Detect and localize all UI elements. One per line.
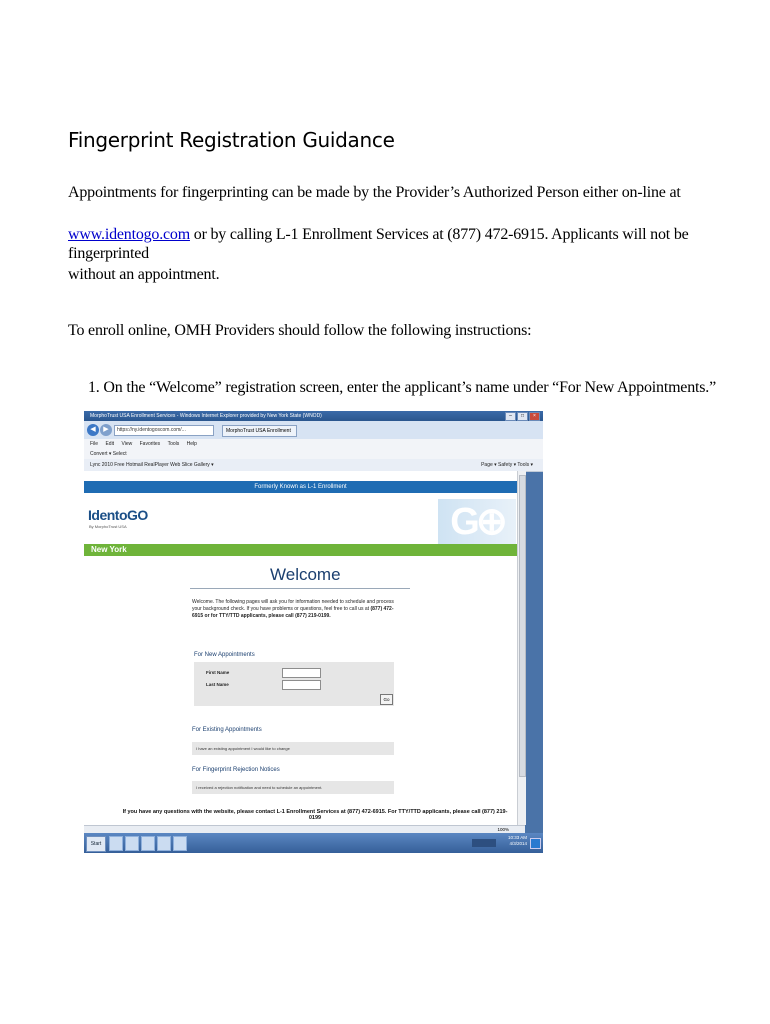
menu-view[interactable]: View: [121, 441, 133, 447]
menu-edit[interactable]: Edit: [105, 441, 115, 447]
window-titlebar: [84, 411, 543, 421]
intro-phone: (877) 472-6915 or for TTY/TTD applicants, please call (877) 219-0199.: [192, 606, 394, 619]
clock-time: 10:33 AM: [507, 835, 527, 840]
start-button[interactable]: Start: [86, 836, 106, 852]
clock-date: 4/3/2014: [509, 841, 527, 846]
taskbar: [84, 833, 543, 853]
app2-taskbar-icon[interactable]: [157, 836, 171, 851]
last-name-label: Last Name: [206, 682, 229, 687]
new-appointment-form: [194, 662, 394, 706]
rejection-notices-heading: For Fingerprint Rejection Notices: [192, 767, 280, 773]
go-button[interactable]: Go: [380, 694, 393, 705]
embedded-screenshot: [84, 411, 543, 853]
vertical-scrollbar[interactable]: [517, 471, 526, 825]
menu-tools[interactable]: Tools: [167, 441, 180, 447]
identogo-link[interactable]: www.identogo.com: [68, 226, 190, 243]
logo-subtitle: By MorphoTrust USA: [89, 524, 127, 529]
scrollbar-thumb[interactable]: [519, 475, 526, 777]
close-icon[interactable]: ×: [529, 412, 540, 421]
rejection-notice-link[interactable]: I received a rejection notification and need to schedule an appointment.: [192, 781, 394, 794]
minimize-icon[interactable]: –: [505, 412, 516, 421]
window-controls: [505, 412, 540, 421]
menu-bar: [84, 439, 543, 449]
go-logo-graphic: G⊕: [438, 499, 516, 545]
intro-text: Welcome. The following pages will ask you for information needed to schedule and process your background check. If you have problems or questions, feel free to call us at: [192, 599, 394, 612]
app-taskbar-icon[interactable]: [141, 836, 155, 851]
command-bar[interactable]: Page ▾ Safety ▾ Tools ▾: [481, 462, 533, 468]
tray-icons[interactable]: [472, 839, 496, 847]
new-appointments-heading: For New Appointments: [194, 652, 255, 658]
maximize-icon[interactable]: □: [517, 412, 528, 421]
word-taskbar-icon[interactable]: [173, 836, 187, 851]
window-title: MorphoTrust USA Enrollment Services - Windows Internet Explorer provided by New York State (WNOD): [90, 413, 322, 419]
url-input[interactable]: https://ny.identogoscom.com/...: [114, 425, 214, 436]
state-bar: New York: [84, 544, 517, 556]
show-desktop-icon[interactable]: [530, 838, 541, 849]
page-title: Fingerprint Registration Guidance: [68, 128, 395, 152]
paragraph-2: To enroll online, OMH Providers should follow the following instructions:: [68, 322, 532, 339]
favorites-items[interactable]: Lync 2010 Free Hotmail RealPlayer Web Slice Gallery ▾: [90, 462, 214, 468]
ie-taskbar-icon[interactable]: [109, 836, 123, 851]
welcome-intro: [192, 599, 402, 620]
menu-file[interactable]: File: [90, 441, 99, 447]
paragraph-1-line-1: Appointments for fingerprinting can be made by the Provider’s Authorized Person either on-line at: [68, 184, 681, 201]
first-name-label: First Name: [206, 670, 230, 675]
back-arrow-icon[interactable]: ◀: [87, 424, 99, 436]
menu-help[interactable]: Help: [186, 441, 197, 447]
last-name-input[interactable]: [282, 680, 321, 690]
explorer-taskbar-icon[interactable]: [125, 836, 139, 851]
welcome-divider: [190, 588, 410, 589]
convert-select[interactable]: Convert ▾ Select: [90, 451, 127, 457]
instruction-step-1: 1. On the “Welcome” registration screen, enter the applicant’s name under “For New Appointments.”: [88, 379, 716, 396]
identogo-logo[interactable]: IdentoGO: [88, 507, 148, 523]
browser-tab[interactable]: MorphoTrust USA Enrollment: [222, 425, 297, 437]
address-bar: [84, 421, 543, 439]
welcome-title: Welcome: [270, 565, 341, 584]
existing-appointment-link[interactable]: I have an existing appointment I would like to change: [192, 742, 394, 755]
page-footer: If you have any questions with the website, please contact L-1 Enrollment Services at (877) 472-6915. For TTY/TTD applicants, please call (877) 219-0199: [122, 809, 508, 821]
system-clock[interactable]: [508, 835, 527, 847]
paragraph-1-line-2: [68, 225, 728, 263]
web-page-content: [84, 471, 517, 825]
paragraph-1-line-3: without an appointment.: [68, 266, 220, 283]
first-name-input[interactable]: [282, 668, 321, 678]
forward-arrow-icon[interactable]: ▶: [100, 424, 112, 436]
banner: Formerly Known as L-1 Enrollment: [84, 481, 517, 493]
paragraph-1-line-2-text: or by calling L-1 Enrollment Services at (877) 472-6915. Applicants will not be fingerprinted: [68, 226, 689, 262]
existing-appointments-heading: For Existing Appointments: [192, 727, 262, 733]
zoom-level[interactable]: 100%: [497, 827, 509, 832]
menu-favorites[interactable]: Favorites: [139, 441, 161, 447]
